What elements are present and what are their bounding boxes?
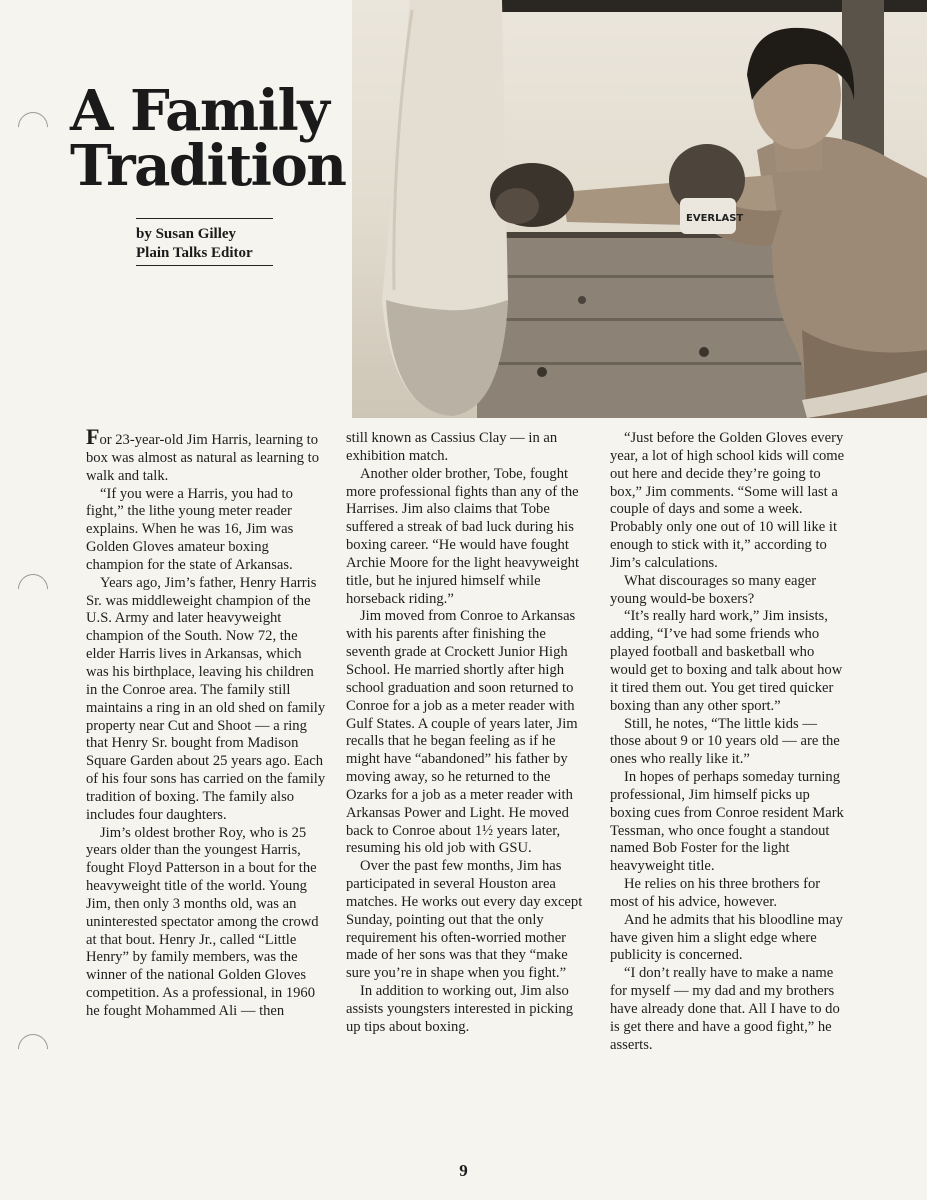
paragraph: Still, he notes, “The little kids — those about 9 or 10 years old — are the ones who really like it.” bbox=[610, 715, 840, 768]
paragraph: “I don’t really have to make a name for myself — my dad and my brothers have already done that. All I have to do is get there and have a good fight,” he asserts. bbox=[610, 965, 840, 1053]
page-number: 9 bbox=[459, 1161, 468, 1180]
paragraph: still known as Cassius Clay — in an exhibition match. bbox=[346, 430, 558, 464]
article-column-1 bbox=[86, 424, 326, 1021]
byline-role: Plain Talks Editor bbox=[136, 245, 253, 261]
paragraph: “Just before the Golden Gloves every year, a lot of high school kids will come out here and decide they’re going to box,” Jim comments. “Some will last a couple of days and some a week. Probably only one out of 10 will like it enough to stick with it,” according to Jim’s calculations. bbox=[610, 430, 845, 571]
drop-cap: F bbox=[86, 424, 100, 449]
paragraph: Jim moved from Conroe to Arkansas with his parents after finishing the seventh grade at Crockett Junior High School. He married shortly after high school graduation and soon returned to Conroe for a job as a meter reader with Gulf States. A couple of years later, Jim recalls that he began feeling as if he might have “abandoned” his father by moving away, so he returned to the Ozarks for a job as a meter reader with Arkansas Power and Light. He moved back to Conroe about 1½ years later, resuming his old job with GSU. bbox=[346, 608, 578, 857]
glove-brand-label: EVERLAST bbox=[686, 213, 744, 224]
paragraph: Another older brother, Tobe, fought more professional fights than any of the Harrises. Jim also claims that Tobe suffered a streak of bad luck during his boxing career. “He would have fought Archie Moore for the light heavyweight title, but he injured himself while horseback riding.” bbox=[346, 465, 580, 607]
heavy-bag bbox=[382, 0, 508, 416]
binder-hole-mark-middle bbox=[12, 568, 54, 610]
title-line-1: A Family bbox=[70, 78, 329, 144]
boxer-photo-illustration bbox=[352, 0, 927, 418]
paragraph: He relies on his three brothers for most of his advice, however. bbox=[610, 876, 821, 910]
paragraph: What discourages so many eager young would-be boxers? bbox=[610, 572, 817, 607]
paragraph: “If you were a Harris, you had to fight,” the lithe young meter reader explains. When he was 16, Jim was Golden Gloves amateur boxing champion for the state of Arkansas. bbox=[86, 485, 294, 573]
article-title bbox=[70, 78, 346, 199]
article-column-3 bbox=[610, 430, 850, 1055]
paragraph: “It’s really hard work,” Jim insists, adding, “I’ve had some friends who played football and basketball who would get to boxing and talk about how it tired them out. You get tired quicker boxing than any other sport.” bbox=[610, 608, 843, 714]
paragraph: Years ago, Jim’s father, Henry Harris Sr. was middleweight champion of the U.S. Army and later heavyweight champion of the South. Now 72, the elder Harris lives in Arkansas, which was his birthplace, leaving his children in the Conroe area. The family still maintains a ring in an old shed on family property near Cut and Shoot — a ring that Henry Sr. bought from Madison Square Garden about 25 years ago. Each of his four sons has carried on the family tradition of boxing. The family also includes four daughters. bbox=[86, 574, 326, 823]
binder-hole-mark-top bbox=[12, 106, 54, 148]
byline-author: by Susan Gilley bbox=[136, 226, 237, 242]
boxer-photo bbox=[352, 0, 927, 418]
paragraph: For 23-year-old Jim Harris, learning to box was almost as natural as learning to walk and talk. bbox=[86, 424, 320, 484]
byline bbox=[136, 218, 273, 266]
title-line-2: Tradition bbox=[70, 133, 346, 199]
paragraph: Over the past few months, Jim has participated in several Houston area matches. He works out every day except Sunday, pointing out that the only requirement his often-worried mother made of her sons was that they “make sure you’re in shape when you fight.” bbox=[346, 858, 583, 982]
paragraph: And he admits that his bloodline may have given him a slight edge where publicity is concerned. bbox=[610, 911, 843, 964]
paragraph: Jim’s oldest brother Roy, who is 25 years older than the youngest Harris, fought Floyd Patterson in a bout for the heavyweight title of the world. Young Jim, then only 3 months old, was an uninterested spectator among the crowd at that bout. Henry Jr., called “Little Henry” by family members, was the winner of the national Golden Gloves competition. As a professional, in 1960 he fought Mohammed Ali — then bbox=[86, 824, 319, 1019]
binder-hole-mark-bottom bbox=[12, 1028, 54, 1070]
article-column-2 bbox=[346, 430, 586, 1037]
paragraph: In addition to working out, Jim also assists youngsters interested in picking up tips about boxing. bbox=[346, 983, 573, 1035]
paragraph: In hopes of perhaps someday turning professional, Jim himself picks up boxing cues from Conroe resident Mark Tessman, who once fought a standout named Bob Foster for the light heavyweight title. bbox=[610, 769, 844, 875]
